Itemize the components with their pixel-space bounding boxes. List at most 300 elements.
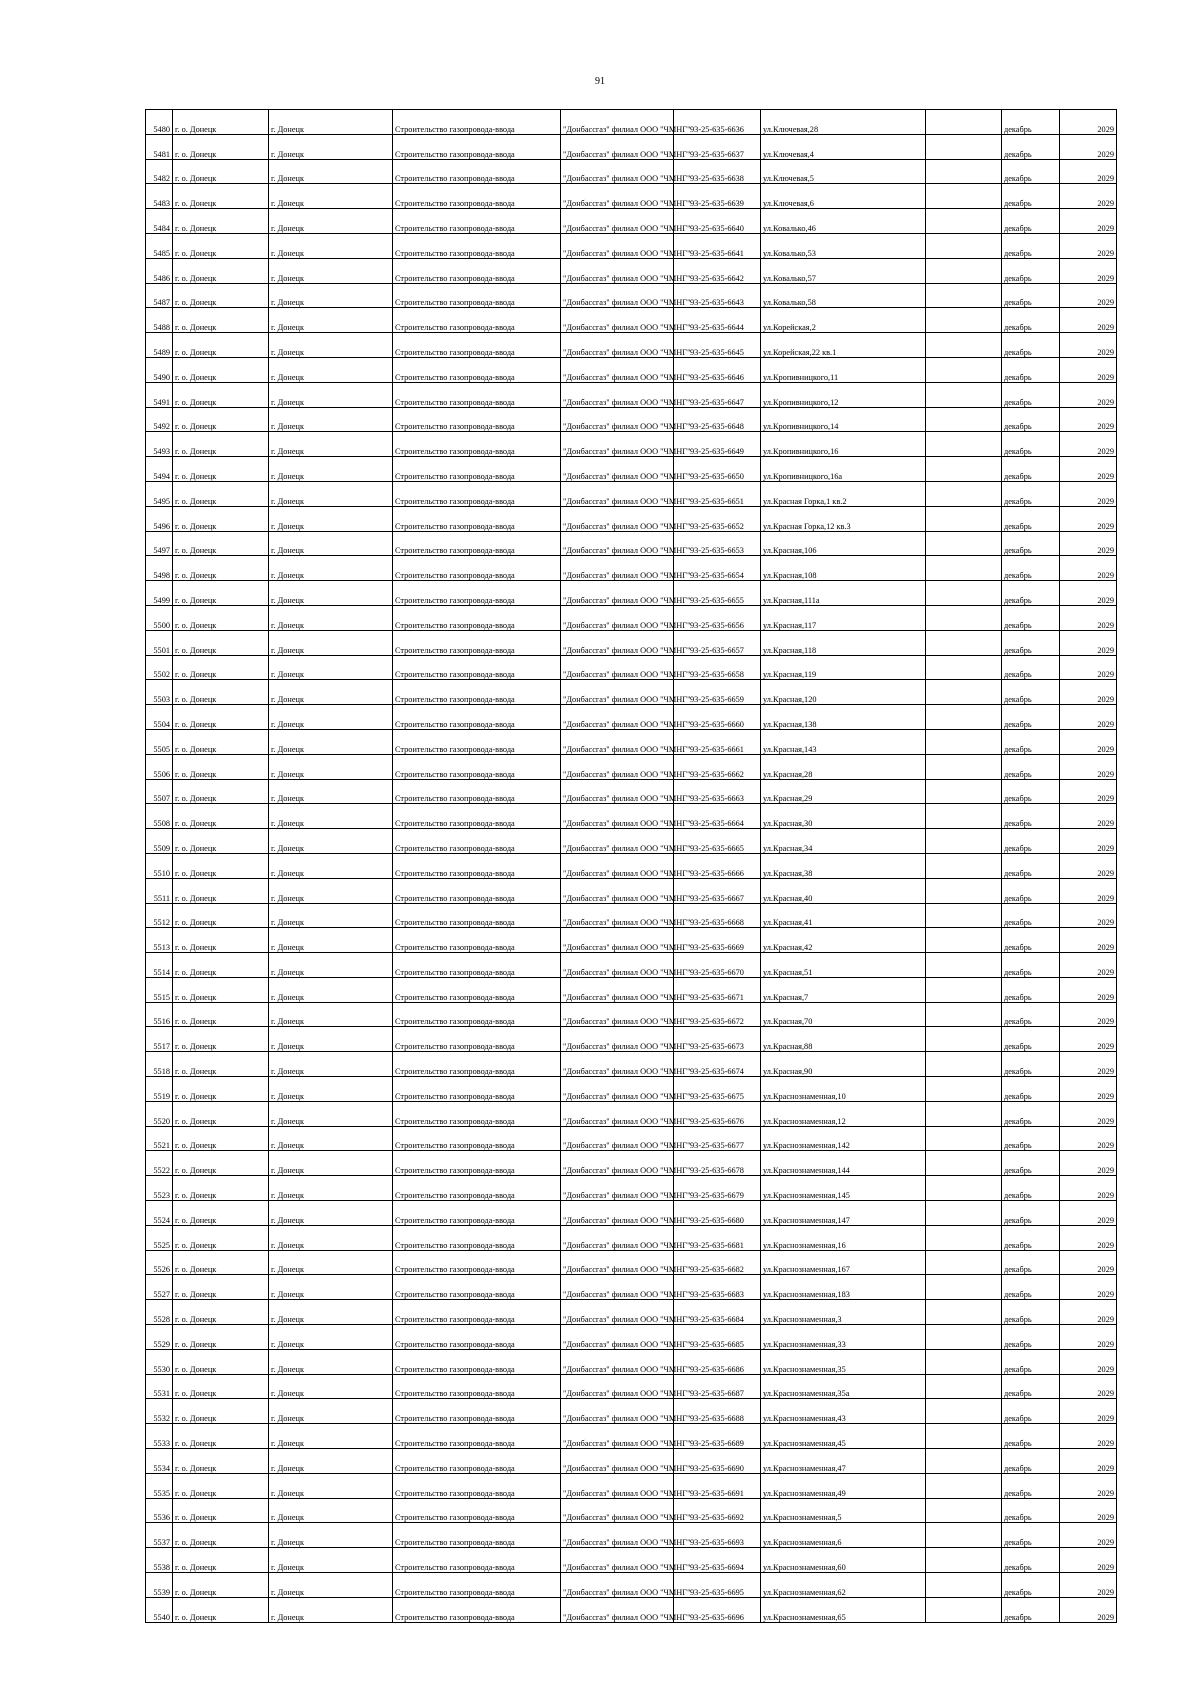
cell-address: ул.Красная,88 xyxy=(761,1027,926,1052)
cell-district: г. о. Донецк xyxy=(173,928,269,953)
cell-num: 5487 xyxy=(146,283,173,308)
cell-month: декабрь xyxy=(1002,333,1060,358)
cell-empty xyxy=(926,1449,1002,1474)
cell-num: 5497 xyxy=(146,531,173,556)
cell-district: г. о. Донецк xyxy=(173,357,269,382)
cell-organization: "Донбассгаз" филиал ООО "ЧМНГ" xyxy=(561,481,674,506)
cell-year: 2029 xyxy=(1060,1449,1117,1474)
cell-month: декабрь xyxy=(1002,1275,1060,1300)
cell-month: декабрь xyxy=(1002,308,1060,333)
cell-organization: "Донбассгаз" филиал ООО "ЧМНГ" xyxy=(561,209,674,234)
table-row xyxy=(146,506,1117,531)
cell-address: ул.Краснознаменная,142 xyxy=(761,1126,926,1151)
table-row xyxy=(146,556,1117,581)
cell-code: 93-25-635-6693 xyxy=(674,1523,761,1548)
cell-work: Строительство газопровода-ввода xyxy=(393,110,561,135)
cell-month: декабрь xyxy=(1002,357,1060,382)
table-row xyxy=(146,1275,1117,1300)
cell-code: 93-25-635-6682 xyxy=(674,1250,761,1275)
cell-work: Строительство газопровода-ввода xyxy=(393,308,561,333)
cell-num: 5516 xyxy=(146,1002,173,1027)
cell-district: г. о. Донецк xyxy=(173,953,269,978)
cell-address: ул.Краснознаменная,60 xyxy=(761,1548,926,1573)
cell-city: г. Донецк xyxy=(269,457,393,482)
cell-organization: "Донбассгаз" филиал ООО "ЧМНГ" xyxy=(561,308,674,333)
table-row xyxy=(146,333,1117,358)
cell-work: Строительство газопровода-ввода xyxy=(393,1399,561,1424)
cell-num: 5511 xyxy=(146,878,173,903)
cell-empty xyxy=(926,1052,1002,1077)
cell-work: Строительство газопровода-ввода xyxy=(393,1300,561,1325)
cell-address: ул.Красная,7 xyxy=(761,977,926,1002)
cell-month: декабрь xyxy=(1002,159,1060,184)
cell-organization: "Донбассгаз" филиал ООО "ЧМНГ" xyxy=(561,581,674,606)
cell-city: г. Донецк xyxy=(269,1548,393,1573)
cell-month: декабрь xyxy=(1002,1027,1060,1052)
cell-num: 5513 xyxy=(146,928,173,953)
cell-empty xyxy=(926,1077,1002,1102)
cell-code: 93-25-635-6681 xyxy=(674,1225,761,1250)
table-row xyxy=(146,1473,1117,1498)
cell-organization: "Донбассгаз" филиал ООО "ЧМНГ" xyxy=(561,1424,674,1449)
cell-address: ул.Краснознаменная,35 xyxy=(761,1349,926,1374)
cell-num: 5493 xyxy=(146,432,173,457)
cell-work: Строительство газопровода-ввода xyxy=(393,705,561,730)
cell-work: Строительство газопровода-ввода xyxy=(393,754,561,779)
cell-code: 93-25-635-6689 xyxy=(674,1424,761,1449)
cell-num: 5526 xyxy=(146,1250,173,1275)
table-row xyxy=(146,903,1117,928)
cell-month: декабрь xyxy=(1002,754,1060,779)
cell-work: Строительство газопровода-ввода xyxy=(393,1002,561,1027)
cell-year: 2029 xyxy=(1060,1077,1117,1102)
cell-address: ул.Красная,41 xyxy=(761,903,926,928)
cell-address: ул.Краснознаменная,10 xyxy=(761,1077,926,1102)
cell-year: 2029 xyxy=(1060,1349,1117,1374)
cell-address: ул.Краснознаменная,49 xyxy=(761,1473,926,1498)
cell-month: декабрь xyxy=(1002,729,1060,754)
cell-month: декабрь xyxy=(1002,283,1060,308)
cell-district: г. о. Донецк xyxy=(173,457,269,482)
cell-organization: "Донбассгаз" филиал ООО "ЧМНГ" xyxy=(561,1027,674,1052)
cell-address: ул.Ковалько,58 xyxy=(761,283,926,308)
cell-organization: "Донбассгаз" филиал ООО "ЧМНГ" xyxy=(561,928,674,953)
table-row xyxy=(146,1349,1117,1374)
table-row xyxy=(146,928,1117,953)
cell-organization: "Донбассгаз" филиал ООО "ЧМНГ" xyxy=(561,283,674,308)
cell-year: 2029 xyxy=(1060,432,1117,457)
cell-district: г. о. Донецк xyxy=(173,432,269,457)
cell-num: 5519 xyxy=(146,1077,173,1102)
table-row xyxy=(146,779,1117,804)
cell-empty xyxy=(926,283,1002,308)
cell-code: 93-25-635-6686 xyxy=(674,1349,761,1374)
cell-num: 5517 xyxy=(146,1027,173,1052)
cell-num: 5492 xyxy=(146,407,173,432)
cell-address: ул.Краснознаменная,47 xyxy=(761,1449,926,1474)
cell-district: г. о. Донецк xyxy=(173,754,269,779)
cell-work: Строительство газопровода-ввода xyxy=(393,1151,561,1176)
cell-month: декабрь xyxy=(1002,977,1060,1002)
cell-organization: "Донбассгаз" филиал ООО "ЧМНГ" xyxy=(561,531,674,556)
cell-month: декабрь xyxy=(1002,1399,1060,1424)
cell-month: декабрь xyxy=(1002,878,1060,903)
cell-num: 5528 xyxy=(146,1300,173,1325)
cell-city: г. Донецк xyxy=(269,1002,393,1027)
cell-district: г. о. Донецк xyxy=(173,729,269,754)
cell-num: 5535 xyxy=(146,1473,173,1498)
cell-num: 5484 xyxy=(146,209,173,234)
cell-city: г. Донецк xyxy=(269,680,393,705)
cell-work: Строительство газопровода-ввода xyxy=(393,928,561,953)
cell-empty xyxy=(926,1325,1002,1350)
cell-empty xyxy=(926,853,1002,878)
cell-year: 2029 xyxy=(1060,605,1117,630)
table-row xyxy=(146,705,1117,730)
cell-num: 5501 xyxy=(146,630,173,655)
cell-code: 93-25-635-6677 xyxy=(674,1126,761,1151)
cell-address: ул.Краснознаменная,33 xyxy=(761,1325,926,1350)
cell-address: ул.Краснознаменная,62 xyxy=(761,1573,926,1598)
cell-address: ул.Красная,120 xyxy=(761,680,926,705)
cell-code: 93-25-635-6648 xyxy=(674,407,761,432)
cell-year: 2029 xyxy=(1060,258,1117,283)
cell-year: 2029 xyxy=(1060,928,1117,953)
cell-district: г. о. Донецк xyxy=(173,209,269,234)
cell-work: Строительство газопровода-ввода xyxy=(393,1077,561,1102)
cell-code: 93-25-635-6680 xyxy=(674,1201,761,1226)
cell-code: 93-25-635-6679 xyxy=(674,1176,761,1201)
cell-city: г. Донецк xyxy=(269,853,393,878)
cell-address: ул.Краснознаменная,6 xyxy=(761,1523,926,1548)
cell-num: 5480 xyxy=(146,110,173,135)
cell-num: 5502 xyxy=(146,655,173,680)
table-row xyxy=(146,233,1117,258)
cell-city: г. Донецк xyxy=(269,184,393,209)
table-row xyxy=(146,1374,1117,1399)
cell-district: г. о. Донецк xyxy=(173,1101,269,1126)
cell-code: 93-25-635-6684 xyxy=(674,1300,761,1325)
cell-month: декабрь xyxy=(1002,1374,1060,1399)
table-row xyxy=(146,531,1117,556)
cell-district: г. о. Донецк xyxy=(173,184,269,209)
cell-code: 93-25-635-6652 xyxy=(674,506,761,531)
cell-code: 93-25-635-6645 xyxy=(674,333,761,358)
cell-month: декабрь xyxy=(1002,1126,1060,1151)
cell-code: 93-25-635-6685 xyxy=(674,1325,761,1350)
cell-empty xyxy=(926,258,1002,283)
cell-city: г. Донецк xyxy=(269,531,393,556)
cell-work: Строительство газопровода-ввода xyxy=(393,333,561,358)
cell-year: 2029 xyxy=(1060,953,1117,978)
cell-district: г. о. Донецк xyxy=(173,1523,269,1548)
cell-city: г. Донецк xyxy=(269,159,393,184)
cell-month: декабрь xyxy=(1002,1300,1060,1325)
cell-code: 93-25-635-6678 xyxy=(674,1151,761,1176)
cell-district: г. о. Донецк xyxy=(173,1424,269,1449)
table-row xyxy=(146,977,1117,1002)
cell-address: ул.Краснознаменная,147 xyxy=(761,1201,926,1226)
cell-code: 93-25-635-6658 xyxy=(674,655,761,680)
table-row xyxy=(146,283,1117,308)
cell-address: ул.Ключевая,28 xyxy=(761,110,926,135)
table-row xyxy=(146,1201,1117,1226)
cell-address: ул.Краснознаменная,16 xyxy=(761,1225,926,1250)
cell-num: 5522 xyxy=(146,1151,173,1176)
cell-organization: "Донбассгаз" филиал ООО "ЧМНГ" xyxy=(561,1349,674,1374)
cell-organization: "Донбассгаз" филиал ООО "ЧМНГ" xyxy=(561,110,674,135)
cell-address: ул.Краснознаменная,167 xyxy=(761,1250,926,1275)
cell-month: декабрь xyxy=(1002,705,1060,730)
cell-city: г. Донецк xyxy=(269,903,393,928)
cell-address: ул.Красная,138 xyxy=(761,705,926,730)
cell-num: 5485 xyxy=(146,233,173,258)
cell-organization: "Донбассгаз" филиал ООО "ЧМНГ" xyxy=(561,829,674,854)
cell-month: декабрь xyxy=(1002,457,1060,482)
cell-work: Строительство газопровода-ввода xyxy=(393,903,561,928)
cell-code: 93-25-635-6694 xyxy=(674,1548,761,1573)
cell-address: ул.Ковалько,53 xyxy=(761,233,926,258)
cell-organization: "Донбассгаз" филиал ООО "ЧМНГ" xyxy=(561,1052,674,1077)
cell-city: г. Донецк xyxy=(269,506,393,531)
cell-empty xyxy=(926,407,1002,432)
cell-organization: "Донбассгаз" филиал ООО "ЧМНГ" xyxy=(561,1449,674,1474)
cell-city: г. Донецк xyxy=(269,1300,393,1325)
cell-district: г. о. Донецк xyxy=(173,605,269,630)
table-row xyxy=(146,853,1117,878)
cell-city: г. Донецк xyxy=(269,977,393,1002)
cell-empty xyxy=(926,1498,1002,1523)
cell-work: Строительство газопровода-ввода xyxy=(393,1597,561,1622)
cell-city: г. Донецк xyxy=(269,779,393,804)
cell-num: 5507 xyxy=(146,779,173,804)
cell-year: 2029 xyxy=(1060,853,1117,878)
cell-work: Строительство газопровода-ввода xyxy=(393,407,561,432)
cell-district: г. о. Донецк xyxy=(173,283,269,308)
table-row xyxy=(146,680,1117,705)
cell-empty xyxy=(926,754,1002,779)
cell-district: г. о. Донецк xyxy=(173,878,269,903)
cell-organization: "Донбассгаз" филиал ООО "ЧМНГ" xyxy=(561,853,674,878)
cell-city: г. Донецк xyxy=(269,258,393,283)
cell-empty xyxy=(926,1548,1002,1573)
cell-work: Строительство газопровода-ввода xyxy=(393,209,561,234)
cell-month: декабрь xyxy=(1002,853,1060,878)
cell-work: Строительство газопровода-ввода xyxy=(393,779,561,804)
cell-year: 2029 xyxy=(1060,729,1117,754)
cell-work: Строительство газопровода-ввода xyxy=(393,481,561,506)
cell-address: ул.Красная,34 xyxy=(761,829,926,854)
cell-empty xyxy=(926,1201,1002,1226)
cell-empty xyxy=(926,903,1002,928)
cell-address: ул.Красная,111а xyxy=(761,581,926,606)
cell-num: 5540 xyxy=(146,1597,173,1622)
cell-organization: "Донбассгаз" филиал ООО "ЧМНГ" xyxy=(561,233,674,258)
cell-code: 93-25-635-6644 xyxy=(674,308,761,333)
cell-month: декабрь xyxy=(1002,1052,1060,1077)
cell-organization: "Донбассгаз" филиал ООО "ЧМНГ" xyxy=(561,134,674,159)
cell-code: 93-25-635-6663 xyxy=(674,779,761,804)
cell-city: г. Донецк xyxy=(269,308,393,333)
cell-city: г. Донецк xyxy=(269,1374,393,1399)
cell-district: г. о. Донецк xyxy=(173,481,269,506)
cell-year: 2029 xyxy=(1060,407,1117,432)
cell-organization: "Донбассгаз" филиал ООО "ЧМНГ" xyxy=(561,754,674,779)
cell-year: 2029 xyxy=(1060,1250,1117,1275)
cell-num: 5509 xyxy=(146,829,173,854)
table-row xyxy=(146,1597,1117,1622)
cell-city: г. Донецк xyxy=(269,829,393,854)
cell-district: г. о. Донецк xyxy=(173,1498,269,1523)
cell-empty xyxy=(926,1399,1002,1424)
cell-code: 93-25-635-6660 xyxy=(674,705,761,730)
cell-year: 2029 xyxy=(1060,1325,1117,1350)
cell-num: 5532 xyxy=(146,1399,173,1424)
table-row xyxy=(146,1399,1117,1424)
cell-organization: "Донбассгаз" филиал ООО "ЧМНГ" xyxy=(561,953,674,978)
cell-empty xyxy=(926,556,1002,581)
cell-district: г. о. Донецк xyxy=(173,1250,269,1275)
cell-district: г. о. Донецк xyxy=(173,705,269,730)
cell-organization: "Донбассгаз" филиал ООО "ЧМНГ" xyxy=(561,357,674,382)
cell-empty xyxy=(926,233,1002,258)
cell-year: 2029 xyxy=(1060,1300,1117,1325)
cell-district: г. о. Донецк xyxy=(173,308,269,333)
cell-year: 2029 xyxy=(1060,209,1117,234)
cell-month: декабрь xyxy=(1002,1151,1060,1176)
table-row xyxy=(146,1052,1117,1077)
cell-num: 5515 xyxy=(146,977,173,1002)
cell-code: 93-25-635-6670 xyxy=(674,953,761,978)
cell-num: 5494 xyxy=(146,457,173,482)
cell-address: ул.Красная,117 xyxy=(761,605,926,630)
cell-month: декабрь xyxy=(1002,1523,1060,1548)
cell-address: ул.Кропивницкого,14 xyxy=(761,407,926,432)
cell-address: ул.Красная,90 xyxy=(761,1052,926,1077)
cell-city: г. Донецк xyxy=(269,1201,393,1226)
cell-organization: "Донбассгаз" филиал ООО "ЧМНГ" xyxy=(561,457,674,482)
cell-organization: "Донбассгаз" филиал ООО "ЧМНГ" xyxy=(561,1473,674,1498)
cell-address: ул.Красная Горка,12 кв.3 xyxy=(761,506,926,531)
cell-empty xyxy=(926,1176,1002,1201)
cell-month: декабрь xyxy=(1002,134,1060,159)
table-row xyxy=(146,1002,1117,1027)
table-row xyxy=(146,1573,1117,1598)
cell-district: г. о. Донецк xyxy=(173,258,269,283)
cell-work: Строительство газопровода-ввода xyxy=(393,1052,561,1077)
cell-organization: "Донбассгаз" филиал ООО "ЧМНГ" xyxy=(561,977,674,1002)
cell-district: г. о. Донецк xyxy=(173,110,269,135)
cell-empty xyxy=(926,928,1002,953)
cell-empty xyxy=(926,457,1002,482)
cell-year: 2029 xyxy=(1060,184,1117,209)
cell-city: г. Донецк xyxy=(269,1275,393,1300)
cell-district: г. о. Донецк xyxy=(173,1275,269,1300)
table-row xyxy=(146,457,1117,482)
cell-city: г. Донецк xyxy=(269,754,393,779)
cell-city: г. Донецк xyxy=(269,481,393,506)
cell-city: г. Донецк xyxy=(269,1498,393,1523)
cell-code: 93-25-635-6676 xyxy=(674,1101,761,1126)
cell-code: 93-25-635-6650 xyxy=(674,457,761,482)
cell-year: 2029 xyxy=(1060,878,1117,903)
cell-year: 2029 xyxy=(1060,1275,1117,1300)
cell-work: Строительство газопровода-ввода xyxy=(393,1498,561,1523)
cell-district: г. о. Донецк xyxy=(173,581,269,606)
cell-work: Строительство газопровода-ввода xyxy=(393,605,561,630)
cell-address: ул.Краснознаменная,183 xyxy=(761,1275,926,1300)
cell-num: 5491 xyxy=(146,382,173,407)
cell-work: Строительство газопровода-ввода xyxy=(393,1573,561,1598)
cell-work: Строительство газопровода-ввода xyxy=(393,1101,561,1126)
table-row xyxy=(146,1101,1117,1126)
cell-year: 2029 xyxy=(1060,779,1117,804)
cell-empty xyxy=(926,134,1002,159)
table-row xyxy=(146,1300,1117,1325)
cell-district: г. о. Донецк xyxy=(173,853,269,878)
cell-address: ул.Корейская,22 кв.1 xyxy=(761,333,926,358)
cell-empty xyxy=(926,630,1002,655)
cell-work: Строительство газопровода-ввода xyxy=(393,1126,561,1151)
cell-num: 5500 xyxy=(146,605,173,630)
cell-work: Строительство газопровода-ввода xyxy=(393,159,561,184)
cell-num: 5496 xyxy=(146,506,173,531)
cell-organization: "Донбассгаз" филиал ООО "ЧМНГ" xyxy=(561,779,674,804)
cell-city: г. Донецк xyxy=(269,1399,393,1424)
cell-year: 2029 xyxy=(1060,705,1117,730)
cell-address: ул.Краснознаменная,5 xyxy=(761,1498,926,1523)
cell-empty xyxy=(926,705,1002,730)
cell-empty xyxy=(926,680,1002,705)
table-row xyxy=(146,481,1117,506)
cell-organization: "Донбассгаз" филиал ООО "ЧМНГ" xyxy=(561,605,674,630)
table-row xyxy=(146,878,1117,903)
cell-work: Строительство газопровода-ввода xyxy=(393,878,561,903)
cell-month: декабрь xyxy=(1002,110,1060,135)
cell-organization: "Донбассгаз" филиал ООО "ЧМНГ" xyxy=(561,1250,674,1275)
cell-month: декабрь xyxy=(1002,407,1060,432)
cell-empty xyxy=(926,531,1002,556)
cell-code: 93-25-635-6657 xyxy=(674,630,761,655)
cell-month: декабрь xyxy=(1002,1225,1060,1250)
cell-month: декабрь xyxy=(1002,233,1060,258)
cell-num: 5529 xyxy=(146,1325,173,1350)
cell-month: декабрь xyxy=(1002,1449,1060,1474)
cell-empty xyxy=(926,333,1002,358)
cell-month: декабрь xyxy=(1002,258,1060,283)
cell-city: г. Донецк xyxy=(269,1449,393,1474)
cell-city: г. Донецк xyxy=(269,1027,393,1052)
cell-code: 93-25-635-6687 xyxy=(674,1374,761,1399)
cell-district: г. о. Донецк xyxy=(173,1597,269,1622)
table-row xyxy=(146,953,1117,978)
cell-address: ул.Красная,108 xyxy=(761,556,926,581)
cell-district: г. о. Донецк xyxy=(173,1449,269,1474)
table-row xyxy=(146,729,1117,754)
cell-empty xyxy=(926,1523,1002,1548)
cell-address: ул.Красная,118 xyxy=(761,630,926,655)
cell-organization: "Донбассгаз" филиал ООО "ЧМНГ" xyxy=(561,1523,674,1548)
cell-num: 5505 xyxy=(146,729,173,754)
cell-address: ул.Краснознаменная,65 xyxy=(761,1597,926,1622)
cell-month: декабрь xyxy=(1002,1176,1060,1201)
cell-empty xyxy=(926,432,1002,457)
table-row xyxy=(146,1325,1117,1350)
cell-organization: "Донбассгаз" филиал ООО "ЧМНГ" xyxy=(561,1101,674,1126)
table-body xyxy=(146,110,1117,1623)
cell-city: г. Донецк xyxy=(269,134,393,159)
cell-code: 93-25-635-6668 xyxy=(674,903,761,928)
